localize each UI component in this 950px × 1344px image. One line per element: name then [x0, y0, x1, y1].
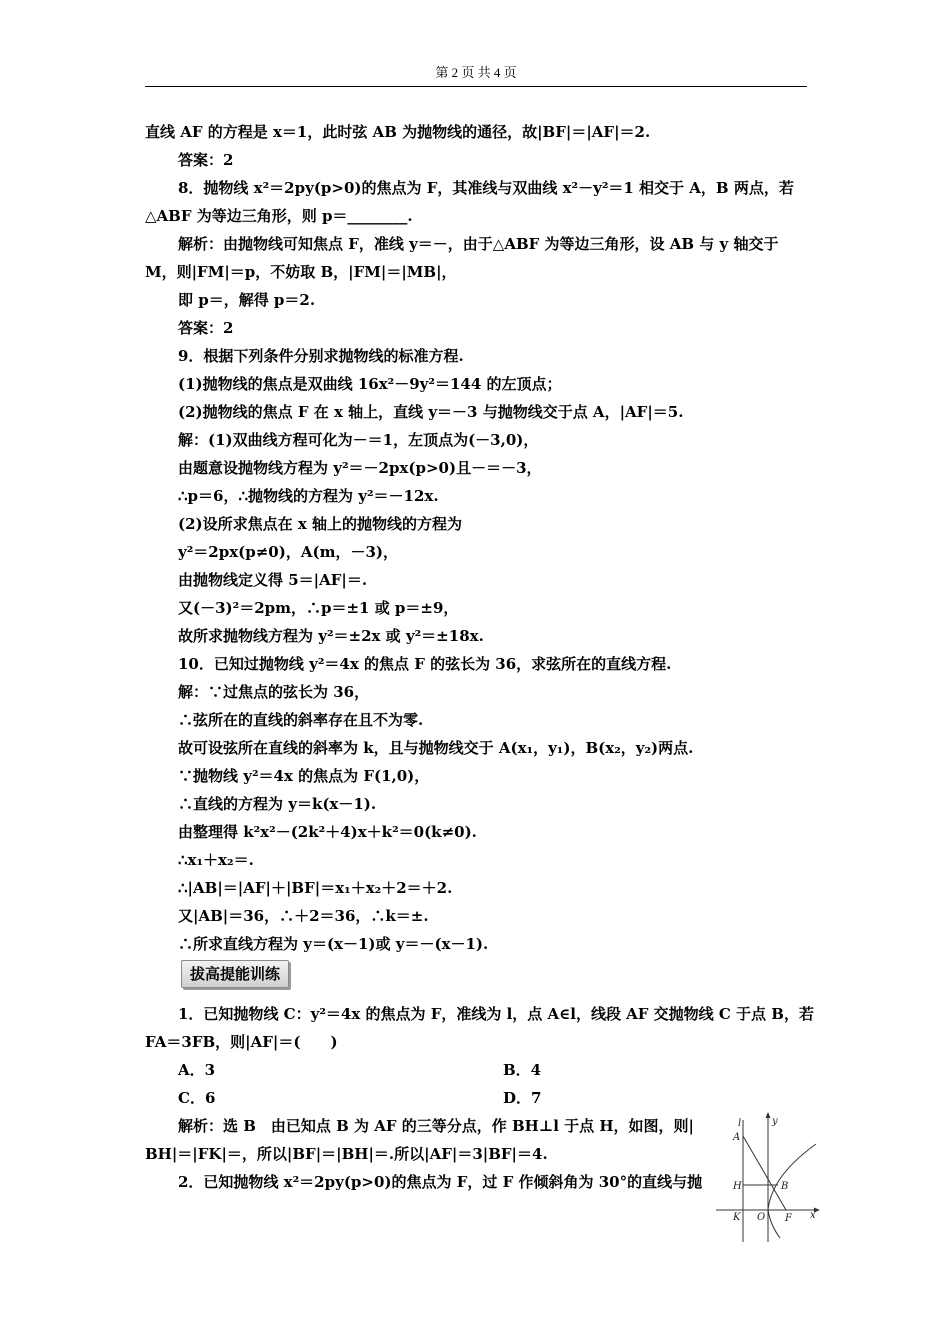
label-h: H — [733, 1181, 742, 1192]
parabola-figure — [712, 1112, 822, 1244]
text-line: ∴x₁＋x₂＝. — [178, 851, 254, 869]
text-line: ∵抛物线 y²＝4x 的焦点为 F(1,0)， — [178, 767, 430, 785]
text-line: (2)设所求焦点在 x 轴上的抛物线的方程为 — [178, 515, 463, 533]
answer-line: 答案：2 — [178, 151, 234, 169]
question-1: 1．已知抛物线 C：y²＝4x 的焦点为 F，准线为 l，点 A∈l，线段 AF 交抛物线 C 于点 B，若 — [178, 1005, 814, 1023]
solution-line: 解：(1)双曲线方程可化为－＝1，左顶点为(－3,0)， — [178, 431, 539, 449]
text-line: ∴|AB|＝|AF|＋|BF|＝x₁＋x₂＋2＝＋2. — [178, 879, 453, 897]
option-c: C．6 — [178, 1089, 216, 1107]
text-line: 故可设弦所在直线的斜率为 k，且与抛物线交于 A(x₁，y₁)，B(x₂，y₂)两点. — [178, 739, 694, 757]
text-line: ∴弦所在的直线的斜率存在且不为零. — [178, 711, 424, 729]
text-line: BH|＝|FK|＝，所以|BF|＝|BH|＝.所以|AF|＝3|BF|＝4. — [145, 1145, 548, 1163]
segment-af — [743, 1136, 789, 1210]
question-10: 10．已知过抛物线 y²＝4x 的焦点 F 的弦长为 36，求弦所在的直线方程. — [178, 655, 672, 673]
question-8: 8．抛物线 x²＝2py(p>0)的焦点为 F，其准线与双曲线 x²－y²＝1 相交于 A，B 两点，若 — [178, 179, 794, 197]
page-number: 第 2 页 共 4 页 — [435, 65, 517, 80]
text-line: 由抛物线定义得 5＝|AF|＝. — [178, 571, 368, 589]
text-line: 即 p＝，解得 p＝2. — [178, 291, 316, 309]
text-line: 又(－3)²＝2pm，∴p＝±1 或 p＝±9， — [178, 599, 459, 617]
text-line: △ABF 为等边三角形，则 p＝________. — [145, 207, 413, 225]
text-line: ∴所求直线方程为 y＝(x－1)或 y＝－(x－1). — [178, 935, 489, 953]
question-9: 9．根据下列条件分别求抛物线的标准方程. — [178, 347, 464, 365]
text-line: 又|AB|＝36，∴＋2＝36，∴k＝±. — [178, 907, 429, 925]
option-d: D．7 — [503, 1089, 542, 1107]
text-line: M，则|FM|＝p，不妨取 B，|FM|＝|MB|， — [145, 263, 457, 281]
section-badge: 拔高提能训练 — [181, 960, 289, 988]
page-header — [145, 64, 807, 87]
label-f: F — [785, 1213, 792, 1224]
parabola-lower-curve — [768, 1210, 780, 1238]
solution-line: 解析：选 B 由已知点 B 为 AF 的三等分点，作 BH⊥l 于点 H，如图，则| — [178, 1117, 695, 1135]
text-line: ∴直线的方程为 y＝k(x－1). — [178, 795, 377, 813]
text-line: ∴p＝6，∴抛物线的方程为 y²＝－12x. — [178, 487, 439, 505]
parabola-curve — [768, 1144, 816, 1210]
label-x: x — [810, 1210, 816, 1221]
question-2: 2．已知抛物线 x²＝2py(p>0)的焦点为 F，过 F 作倾斜角为 30°的直线与抛 — [178, 1173, 703, 1191]
label-b: B — [781, 1181, 789, 1192]
text-line: 由整理得 k²x²－(2k²＋4)x＋k²＝0(k≠0). — [178, 823, 477, 841]
option-b: B．4 — [503, 1061, 542, 1079]
solution-line: 解析：由抛物线可知焦点 F，准线 y＝－，由于△ABF 为等边三角形，设 AB 与 y 轴交于 — [178, 235, 779, 253]
answer-line: 答案：2 — [178, 319, 234, 337]
label-l: l — [738, 1118, 742, 1129]
text-line: (2)抛物线的焦点 F 在 x 轴上，直线 y＝－3 与抛物线交于点 A，|AF|＝5. — [178, 403, 684, 421]
solution-line: 解：∵过焦点的弦长为 36， — [178, 683, 370, 701]
text-line: FA＝3FB，则|AF|＝( ) — [145, 1033, 338, 1051]
y-axis-arrow — [766, 1112, 771, 1118]
text-line: (1)抛物线的焦点是双曲线 16x²－9y²＝144 的左顶点； — [178, 375, 562, 393]
label-a: A — [733, 1132, 741, 1143]
label-y: y — [772, 1116, 778, 1127]
text-line: 故所求抛物线方程为 y²＝±2x 或 y²＝±18x. — [178, 627, 484, 645]
text-line: 直线 AF 的方程是 x＝1，此时弦 AB 为抛物线的通径，故|BF|＝|AF|＝2. — [145, 123, 651, 141]
parabola-diagram — [712, 1112, 822, 1244]
label-o: O — [757, 1212, 766, 1223]
text-line: y²＝2px(p≠0)，A(m，－3)， — [178, 543, 398, 561]
text-line: 由题意设抛物线方程为 y²＝－2px(p>0)且－＝－3， — [178, 459, 542, 477]
option-a: A．3 — [178, 1061, 216, 1079]
label-k: K — [733, 1212, 741, 1223]
